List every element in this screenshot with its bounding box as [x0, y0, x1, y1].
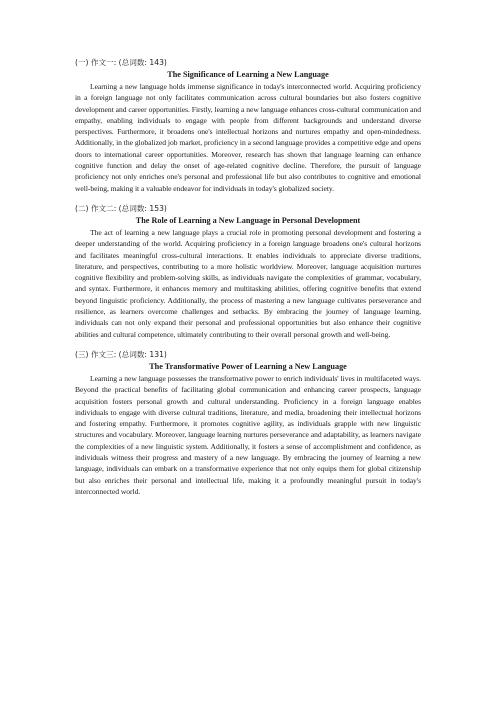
essay-heading: (三) 作文三: (总词数: 131) — [75, 349, 167, 359]
essay-title: The Transformative Power of Learning a New Language — [149, 361, 347, 371]
essay-title: The Role of Learning a New Language in Personal Development — [135, 215, 361, 225]
essay-title: The Significance of Learning a New Language — [167, 70, 329, 79]
essay-2 — [75, 204, 421, 340]
essay-1 — [75, 58, 421, 194]
essay-heading: (二) 作文二: (总词数: 153) — [75, 203, 167, 213]
essay-3 — [75, 350, 421, 497]
essay-heading: (一) 作文一: (总词数: 143) — [75, 58, 167, 67]
document-page — [75, 58, 421, 507]
essay-body: Learning a new language holds immense significance in today's interconnected world. Acquiring proficiency in a foreign language not only facilitates communication across cultural boundaries but also fosters cognitive development and career opportunities. Firstly, learning a new language enhances cross-cultural communication and empathy, enabling individuals to engage with people from different backgrounds and understand diverse perspectives. Furthermore, it broadens one's intellectual horizons and nurtures empathy and open-mindedness. Additionally, in the globalized job market, proficiency in a second language provides a competitive edge and opens doors to international career opportunities. Moreover, research has shown that language learning can enhance cognitive function and delay the onset of age-related cognitive decline. Therefore, the pursuit of language proficiency not only enriches one's personal and professional life but also contributes to cognitive and emotional well-being, making it a valuable endeavor for individuals in today's globalized society. — [75, 82, 421, 193]
essay-body: Learning a new language possesses the transformative power to enrich individuals' lives in multifaceted ways. Beyond the practical benefits of facilitating global communication and enhancing career prospects, language acquisition fosters personal growth and cultural understanding. Proficiency in a foreign language enables individuals to engage with diverse cultural traditions, literature, and media, broadening their intellectual horizons and fostering empathy. Furthermore, it promotes cognitive agility, as individuals grapple with new linguistic structures and vocabulary. Moreover, language learning nurtures perseverance and adaptability, as learners navigate the complexities of a new linguistic system. Additionally, it fosters a sense of accomplishment and confidence, as individuals witness their progress and mastery of a new language. By embracing the journey of learning a new language, individuals can embark on a transformative experience that not only equips them for global citizenship but also enriches their personal and intellectual life, making it a profoundly meaningful pursuit in today's interconnected world. — [75, 373, 421, 496]
essay-body: The act of learning a new language plays a crucial role in promoting personal development and fostering a deeper understanding of the world. Acquiring proficiency in a foreign language broadens one's cultural horizons and facilitates meaningful cross-cultural interactions. It enables individuals to appreciate diverse traditions, literature, and perspectives, contributing to a more holistic worldview. Moreover, language acquisition nurtures cognitive flexibility and problem-solving skills, as individuals navigate the complexities of grammar, vocabulary, and syntax. Furthermore, it enhances memory and multitasking abilities, offering cognitive benefits that extend beyond linguistic proficiency. Additionally, the process of mastering a new language cultivates perseverance and resilience, as learners overcome challenges and setbacks. By embracing the journey of language learning, individuals can not only expand their personal and professional opportunities but also enhance their cognitive abilities and cultural competence, ultimately contributing to their overall personal growth and well-being. — [75, 227, 421, 339]
